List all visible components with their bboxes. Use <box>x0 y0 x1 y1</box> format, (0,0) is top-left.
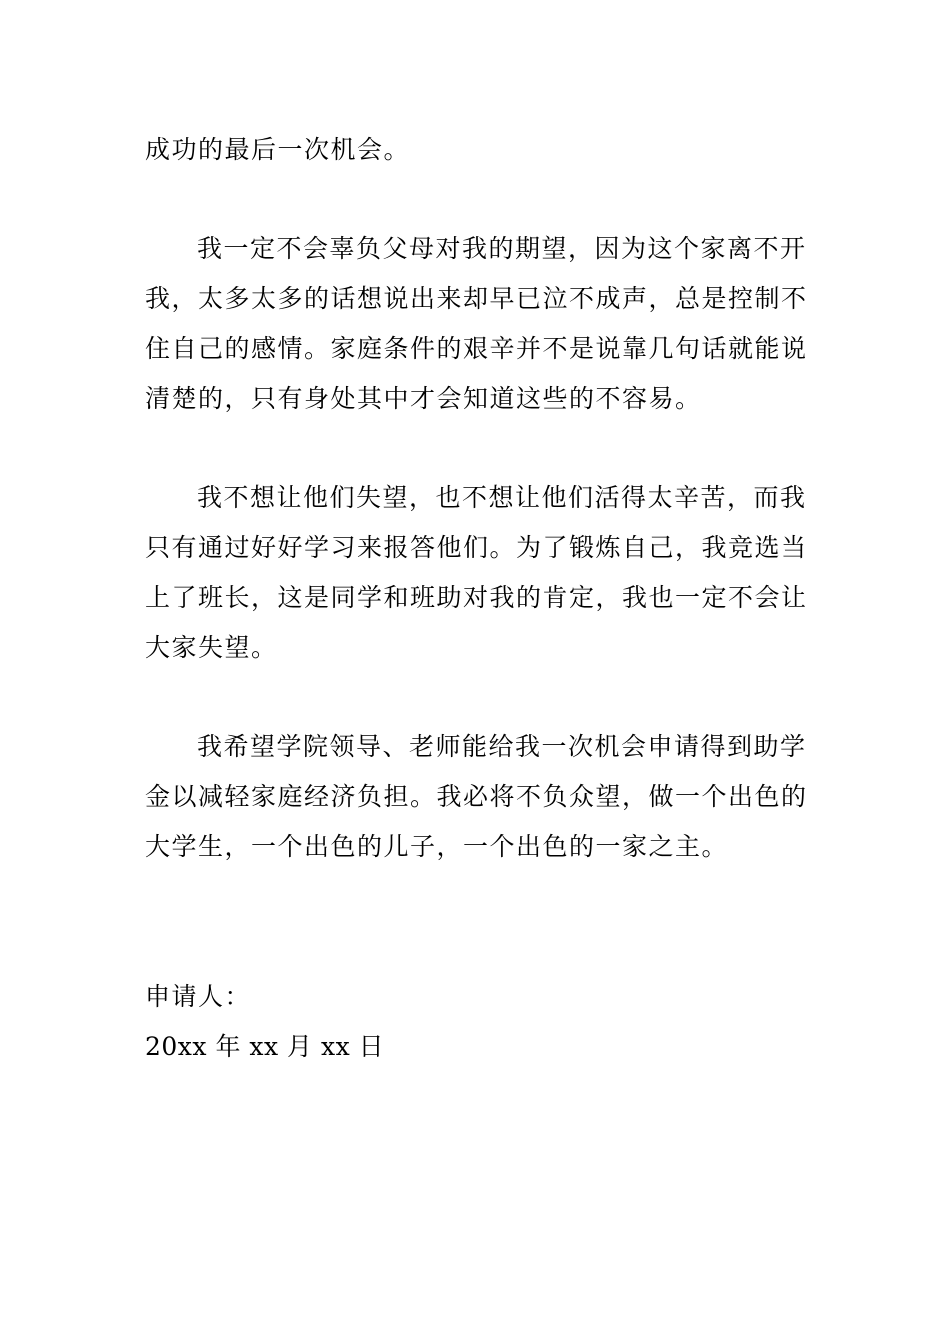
paragraph-line: 大学生，一个出色的儿子，一个出色的一家之主。 <box>145 832 729 861</box>
signature-date: 20xx 年 xx 月 xx 日 <box>145 1032 385 1061</box>
continuation-line: 成功的最后一次机会。 <box>145 135 411 164</box>
paragraph-line: 只有通过好好学习来报答他们。为了锻炼自己，我竞选当 <box>145 533 808 562</box>
paragraph-line: 我一定不会辜负父母对我的期望，因为这个家离不开 <box>197 234 807 263</box>
paragraph-line: 我，太多太多的话想说出来却早已泣不成声，总是控制不 <box>145 284 808 313</box>
applicant-label: 申请人： <box>145 982 252 1011</box>
paragraph-line: 我不想让他们失望，也不想让他们活得太辛苦，而我 <box>197 483 807 512</box>
paragraph-line: 住自己的感情。家庭条件的艰辛并不是说靠几句话就能说 <box>145 334 808 363</box>
paragraph-line: 金以减轻家庭经济负担。我必将不负众望，做一个出色的 <box>145 782 808 811</box>
paragraph-line: 大家失望。 <box>145 633 278 662</box>
paragraph-line: 上了班长，这是同学和班助对我的肯定，我也一定不会让 <box>145 583 808 612</box>
paragraph-line: 清楚的，只有身处其中才会知道这些的不容易。 <box>145 384 702 413</box>
paragraph-line: 我希望学院领导、老师能给我一次机会申请得到助学 <box>197 732 807 761</box>
